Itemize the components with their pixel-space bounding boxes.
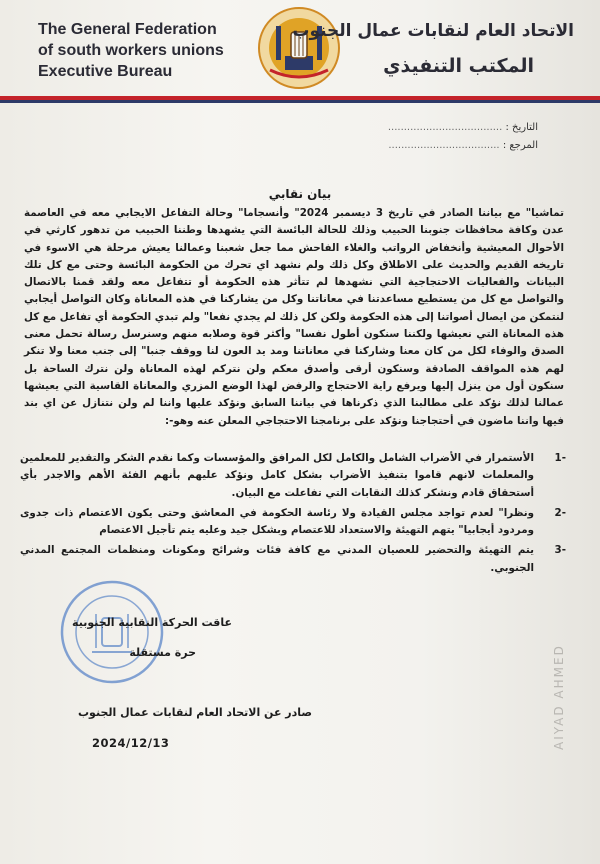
- date-label: التاريخ :: [505, 122, 538, 133]
- item-number: -3: [554, 544, 566, 557]
- header-divider-navy: [0, 100, 600, 103]
- reference-label: المرجع :: [502, 140, 538, 151]
- demands-list: [20, 450, 580, 580]
- header-en-line2: of south workers unions: [38, 42, 224, 59]
- signature-line2: حرة مستقلة: [129, 646, 196, 659]
- header-ar-line2: المكتب التنفيذي: [383, 55, 534, 77]
- list-item: [20, 505, 580, 540]
- item-number: -2: [554, 506, 566, 519]
- statement-title: بيان نقابي: [268, 187, 332, 201]
- date-field: التاريخ : ....................................: [387, 122, 538, 133]
- item-text: ونظرا" لعدم تواجد مجلس القيادة ولا رئاسة الحكومة في المعاشق وحتى يكون الاعتصام ذات جدوى ومردود أيجابيا" يتهم التهيئة والاستعداد للاعتصام وبشكل جيد وعليه يتم تأجيل الاعتصام: [20, 506, 534, 537]
- header-en-line3: Executive Bureau: [38, 63, 173, 80]
- official-stamp: [58, 578, 166, 686]
- issue-date: 2024/12/13: [92, 736, 170, 750]
- photo-watermark: AIYAD AHMED: [552, 644, 566, 750]
- statement-paragraph: تماشيا" مع بياننا الصادر في تاريخ 3 ديسمبر 2024" وأنسجاما" وحالة التفاعل الايجابي معه في العاصمة عدن وكافة محافظات جنوبنا الحبيب وذلك للحالة البائسة التي يشهدها وطننا الحبيب من تدهور كارثي في الأحوال المعيشية وأنخفاض الرواتب والغلاء الفاحش مما جعل شعبنا وعمالنا يعيش مرحلة هي الاسوء في تاريخه القديم والحديث على الاطلاق وكل ذلك ولم نشهد اي تحرك من الحكومة البائسة وحتى مع كل تلك البيانات والفعاليات الاحتجاجية التي نشهدها لم تتأثر هذه الحكومة أو تتفاعل معه ولقد قمنا بالاتصال والتواصل مع كل من يستطيع مساعدتنا في معاناتنا وكل من يشاركنا في هذه المعاناة وكان التواصل أيجابي لنتمكن من ايصال أصواتنا إلى هذه الحكومة ولكن كل ذلك لم يجدي نفعا" ولم تبدي الحكومة أي تفاعل مع كل هذه المعاناة التي نعيشها ولكننا سنكون أطول نفسا" وأكثر قوة وصلابه منهم وسنرسل رسالة تحمل معنى الصدق والوفاء لكل من كان معنا وشاركنا في معاناتنا ومد يد العون لنا ووقف جنبا" إلى جنب معنا ولا تنكر لهم هذه المواقف الصادقة وسنكون أرقى وأصدق معكم ولن نتركم لهذه المعاناة ولن نترك الساحة بل سنكون أول من ينزل إليها ويرفع راية الاحتجاج والرفض لهذا الوضع المزري والمعاناة القاسية التي يعيشها عمالنا لذلك نؤكد على مطالبنا الذي ذكرناها في بياننا السابق ونؤكد عليها واننا لم ولن نتنازل عن اي بند فيها واننا ماضون في أحتجاجنا ونؤكد على برنامجنا الاحتجاجي المعلن عنه وهو-:: [24, 207, 564, 427]
- header-english: [38, 19, 224, 82]
- signature-line1: عاقت الحركة النقابية الجنوبية: [72, 616, 232, 629]
- issuer-line: صادر عن الاتحاد العام لنقابات عمال الجنوب: [78, 706, 313, 719]
- list-item: [20, 542, 580, 577]
- header-arabic: [292, 17, 574, 81]
- item-text: الأستمرار في الأضراب الشامل والكامل لكل المرافق والمؤسسات وكما نقدم الشكر والتقدير للمعلمين والمعلمات لانهم قاموا بتنفيذ الأضراب بشكل كامل ونؤكد عليهم بأنهم الفئة الأهم والاجدر بأي أستحقاق قادم ونشكر كذلك النقابات التي تفاعلت مع البيان.: [20, 452, 534, 499]
- list-item: [20, 450, 580, 502]
- header-en-line1: The General Federation: [38, 21, 217, 38]
- item-number: -1: [554, 452, 566, 464]
- reference-field: المرجع : ...................................: [388, 140, 538, 151]
- item-text: يتم التهيئة والتحضير للعصيان المدني مع كافة فئات وشرائح ومكونات ومنظمات المجتمع المدني الجنوبي.: [20, 544, 534, 574]
- header-ar-line1: الاتحاد العام لنقابات عمال الجنوب: [292, 21, 574, 41]
